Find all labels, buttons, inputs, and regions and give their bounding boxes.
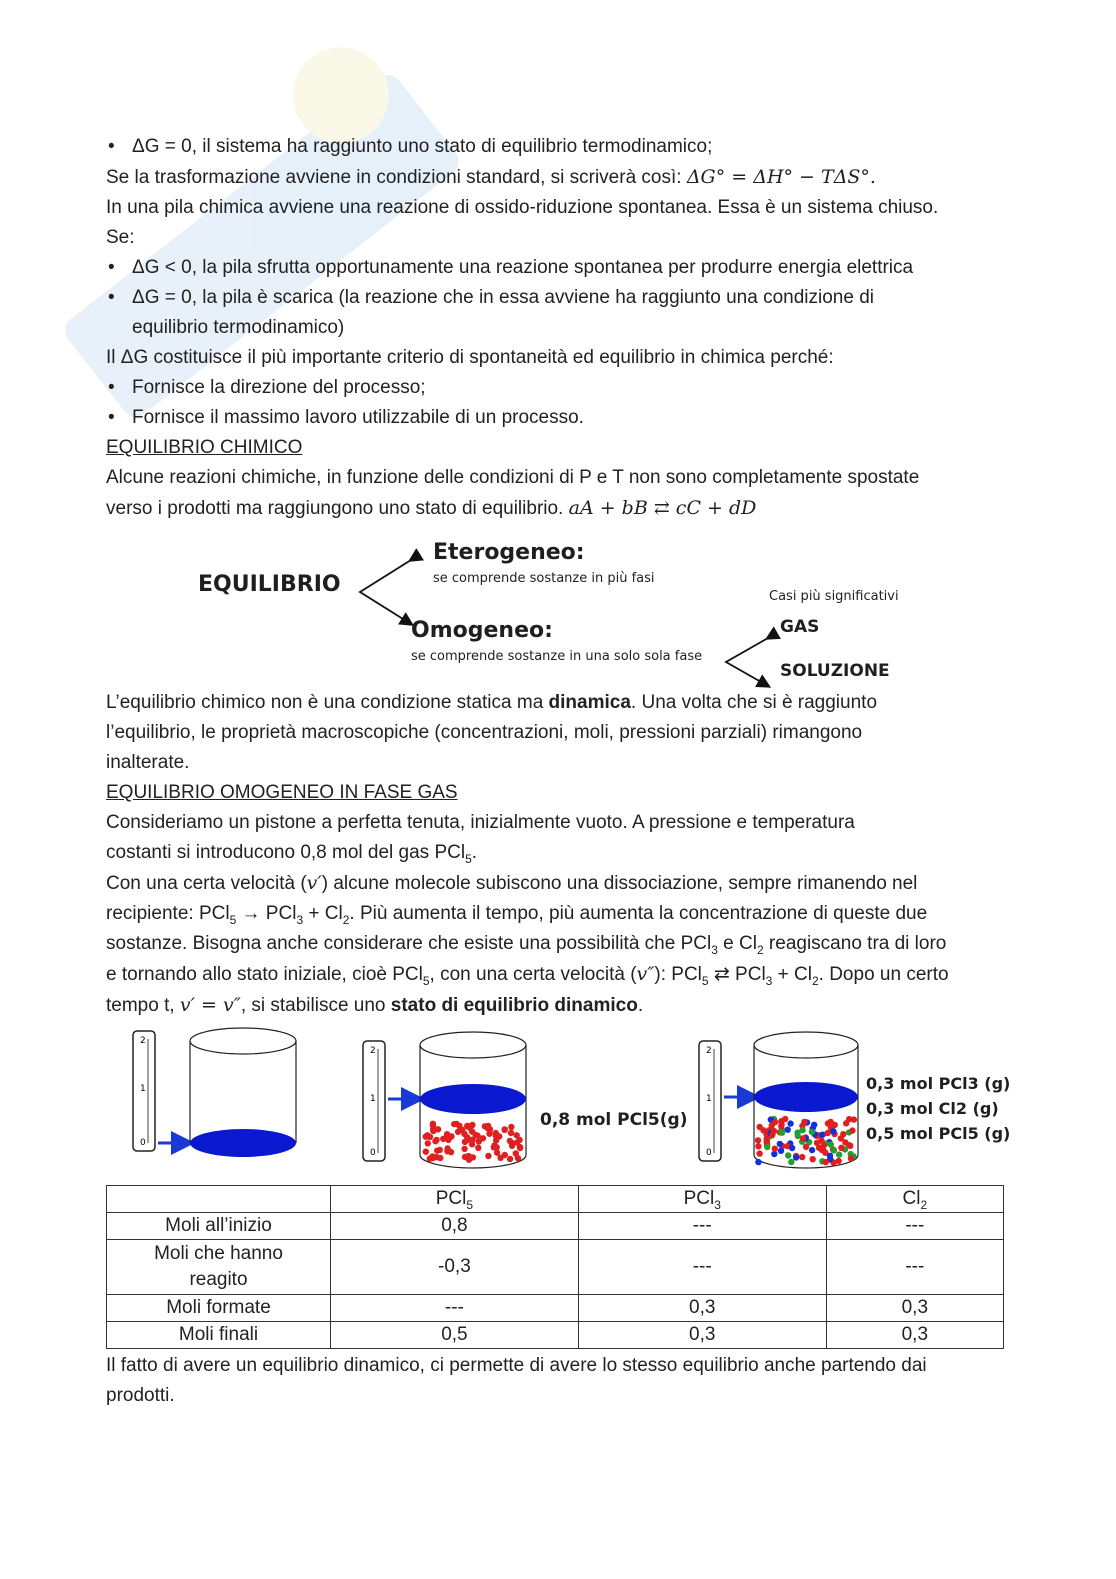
molecule	[764, 1144, 770, 1150]
molecule	[788, 1159, 794, 1165]
molecule	[444, 1148, 450, 1154]
piston-svg	[106, 1027, 1011, 1181]
molecule	[779, 1130, 785, 1136]
svg-text:1: 1	[706, 1094, 712, 1104]
svg-text:1: 1	[370, 1094, 376, 1104]
table-row: Moli che hanno reagito -0,3 --- ---	[107, 1240, 1004, 1295]
molecule	[810, 1156, 816, 1162]
paragraph-velocita-1: Con una certa velocità (v′) alcune molecole subiscono una dissociazione, sempre rimanendo nel	[106, 872, 918, 894]
molecule	[785, 1152, 791, 1158]
equilibrium-diagram	[106, 524, 1011, 688]
bullet-deltag-negative: • ΔG < 0, la pila sfrutta opportunamente una reazione spontanea per produrre energia elettrica	[106, 253, 1011, 283]
molecule	[848, 1155, 854, 1161]
paragraph-pistone-1: Consideriamo un pistone a perfetta tenuta, inizialmente vuoto. A pressione e temperatura	[106, 812, 855, 833]
molecule	[771, 1128, 777, 1134]
molecule	[507, 1156, 513, 1162]
svg-text:2: 2	[370, 1046, 376, 1056]
molecule	[757, 1124, 763, 1130]
label-eq-cl2: 0,3 mol Cl2 (g)	[866, 1099, 999, 1118]
heading-equilibrio-omogeneo: EQUILIBRIO OMOGENEO IN FASE GAS	[106, 782, 458, 803]
table-header-row	[107, 1186, 1004, 1213]
molecule	[778, 1123, 784, 1129]
molecule	[469, 1129, 475, 1135]
molecule	[475, 1145, 481, 1151]
molecule	[849, 1127, 855, 1133]
piston-initial	[363, 1032, 526, 1168]
molecule	[517, 1145, 523, 1151]
table-row: Moli finali 0,5 0,3 0,3	[107, 1322, 1004, 1349]
paragraph-criterio: Il ΔG costituisce il più importante criterio di spontaneità ed equilibrio in chimica perché:	[106, 347, 834, 368]
molecule	[508, 1124, 514, 1130]
molecule	[772, 1146, 778, 1152]
paragraph-conclusion-2: prodotti.	[106, 1385, 175, 1406]
diagram-subbranch-arrows	[726, 638, 768, 686]
molecule	[462, 1139, 468, 1145]
paragraph-pila: In una pila chimica avviene una reazione di ossido-riduzione spontanea. Essa è un sistema chiuso.	[106, 197, 939, 218]
piston-figures	[106, 1027, 1011, 1181]
heading-equilibrio-chimico: EQUILIBRIO CHIMICO	[106, 437, 303, 458]
molecule	[772, 1119, 778, 1125]
molecule	[755, 1137, 761, 1143]
paragraph-dinamica-3: inalterate.	[106, 752, 190, 773]
molecule	[755, 1159, 761, 1165]
paragraph-se: Se:	[106, 227, 135, 248]
molecule	[485, 1153, 491, 1159]
diagram-heterogeneous-title: Eterogeneo:	[433, 540, 585, 565]
bullet-pila-scarica: • ΔG = 0, la pila è scarica (la reazione che in essa avviene ha raggiunto una condizione di	[106, 283, 1011, 313]
paragraph-velocita-5: tempo t, v′ = v″, si stabilisce uno stato di equilibrio dinamico.	[106, 994, 644, 1016]
diagram-root-label: EQUILIBRIO	[198, 572, 341, 597]
molecule	[509, 1143, 515, 1149]
piston-empty	[133, 1028, 296, 1157]
molecule	[430, 1128, 436, 1134]
diagram-gas-label: GAS	[780, 617, 820, 637]
paragraph-dinamica-2: l’equilibrio, le proprietà macroscopiche (concentrazioni, moli, pressioni parziali) rimangono	[106, 722, 863, 743]
label-eq-pcl5: 0,5 mol PCl5 (g)	[866, 1124, 1011, 1143]
molecule	[809, 1129, 815, 1135]
molecule	[800, 1135, 806, 1141]
table-header-cell: $Cl_2$	[826, 1186, 1003, 1213]
molecule	[487, 1126, 493, 1132]
molecule	[785, 1127, 791, 1133]
molecule	[448, 1133, 454, 1139]
molecule	[461, 1146, 467, 1152]
svg-text:2: 2	[706, 1046, 712, 1056]
molecule	[799, 1127, 805, 1133]
table-header-cell	[107, 1186, 331, 1213]
molecule	[838, 1145, 844, 1151]
diagram-branch-arrows	[360, 560, 411, 624]
table-row: Moli formate --- 0,3 0,3	[107, 1295, 1004, 1322]
molecule	[842, 1139, 848, 1145]
molecule	[464, 1123, 470, 1129]
molecule	[508, 1130, 514, 1136]
molecule	[836, 1158, 842, 1164]
diagram-casi-label: Casi più significativi	[769, 589, 899, 604]
paragraph-velocita-2: recipiente: $PCl_5 \to PCl_3 + Cl_2$. Più aumenta il tempo, più aumenta la concentrazione di queste due	[106, 903, 928, 927]
molecule	[494, 1150, 500, 1156]
paragraph-velocita-4: e tornando allo stato iniziale, cioè PCl$_5$, con una certa velocità (v″): PCl$_5$ ⇄ $PCl_3 + Cl_2$. Dopo un certo	[106, 963, 949, 988]
table-header-cell: PCl$_3$	[578, 1186, 826, 1213]
molecule	[809, 1147, 815, 1153]
label-eq-pcl3: 0,3 mol PCl3 (g)	[866, 1074, 1011, 1093]
diagram-solution-label: SOLUZIONE	[780, 661, 890, 681]
molecule	[836, 1151, 842, 1157]
paragraph-standard: Se la trasformazione avviene in condizioni standard, si scriverà così: ΔG° = ΔH° − TΔS°.	[106, 166, 876, 188]
piston-plate	[754, 1082, 858, 1112]
paragraph-reazioni-1: Alcune reazioni chimiche, in funzione delle condizioni di P e T non sono completamente spostate	[106, 467, 920, 488]
molecule	[830, 1128, 836, 1134]
molecule	[425, 1140, 431, 1146]
svg-text:1: 1	[140, 1084, 146, 1094]
svg-text:0: 0	[706, 1148, 712, 1158]
molecule	[832, 1122, 838, 1128]
diagram-homogeneous-title: Omogeneo:	[411, 618, 553, 643]
molecule	[793, 1154, 799, 1160]
molecule	[782, 1116, 788, 1122]
molecule	[454, 1121, 460, 1127]
label-initial-pcl5: 0,8 mol PCl5(g)	[540, 1110, 688, 1130]
molecules-pcl5	[423, 1121, 524, 1163]
document-body	[106, 132, 1011, 1411]
molecule	[777, 1141, 783, 1147]
molecule	[803, 1144, 809, 1150]
piston-plate	[190, 1129, 296, 1157]
equation-gibbs: ΔG° = ΔH° − TΔS°.	[686, 166, 876, 188]
equation-equilibrium: aA + bB ⇄ cC + dD	[568, 497, 757, 519]
molecule	[480, 1135, 486, 1141]
molecule	[799, 1154, 805, 1160]
molecule	[502, 1127, 508, 1133]
table-header-cell: PCl$_5$	[331, 1186, 579, 1213]
molecule	[491, 1142, 497, 1148]
svg-text:0: 0	[140, 1138, 146, 1148]
bullet-lavoro: • Fornisce il massimo lavoro utilizzabile di un processo.	[106, 403, 1011, 433]
molecule	[840, 1131, 846, 1137]
diagram-homogeneous-desc: se comprende sostanze in una solo sola fase	[411, 649, 703, 664]
molecule	[816, 1145, 822, 1151]
piston-plate	[420, 1084, 526, 1114]
paragraph-dinamica-1: L’equilibrio chimico non è una condizione statica ma dinamica. Una volta che si è raggiunto	[106, 692, 878, 713]
molecule	[831, 1147, 837, 1153]
bullet-direzione: • Fornisce la direzione del processo;	[106, 373, 1011, 403]
molecule	[823, 1159, 829, 1165]
molecule	[514, 1132, 520, 1138]
molecule	[801, 1119, 807, 1125]
bullet-deltag-zero: • ΔG = 0, il sistema ha raggiunto uno stato di equilibrio termodinamico;	[106, 132, 1011, 162]
diagram-heterogeneous-desc: se comprende sostanze in più fasi	[433, 571, 655, 586]
bullet-pila-scarica-cont: equilibrio termodinamico)	[132, 317, 345, 338]
molecule	[427, 1134, 433, 1140]
molecule	[787, 1120, 793, 1126]
molecule	[462, 1154, 468, 1160]
molecule	[432, 1138, 438, 1144]
molecule	[789, 1145, 795, 1151]
paragraph-pistone-2: costanti si introducono 0,8 mol del gas PCl$_5$.	[106, 842, 478, 866]
svg-text:2: 2	[140, 1036, 146, 1046]
table-row: Moli all’inizio 0,8 --- ---	[107, 1213, 1004, 1240]
paragraph-reazioni-2: verso i prodotti ma raggiungono uno stato di equilibrio. aA + bB ⇄ cC + dD	[106, 497, 757, 519]
molecule	[434, 1148, 440, 1154]
molecules-mixture	[755, 1116, 857, 1166]
svg-text:0: 0	[370, 1148, 376, 1158]
molecule	[455, 1129, 461, 1135]
molecule	[755, 1143, 761, 1149]
piston-equilibrium	[699, 1032, 858, 1168]
moles-table	[106, 1185, 1004, 1349]
molecule	[778, 1148, 784, 1154]
equation-velocities: v′ = v″	[179, 994, 241, 1016]
paragraph-conclusion-1: Il fatto di avere un equilibrio dinamico, ci permette di avere lo stesso equilibrio anche partendo dai	[106, 1355, 927, 1376]
molecule	[756, 1150, 762, 1156]
paragraph-velocita-3: sostanze. Bisogna anche considerare che esiste una possibilità che PCl$_3$ e $Cl_2$ reagiscano tra di loro	[106, 933, 947, 957]
molecule	[513, 1150, 519, 1156]
molecule	[437, 1155, 443, 1161]
molecule	[423, 1149, 429, 1155]
molecule	[843, 1120, 849, 1126]
